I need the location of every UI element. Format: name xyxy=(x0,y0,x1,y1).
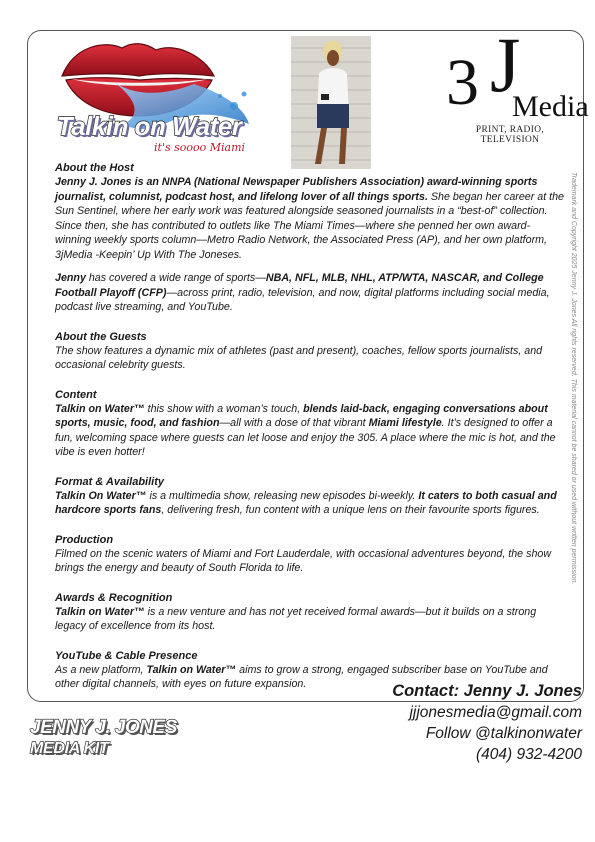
body-text: aims to grow a strong, engaged subscriber base on YouTube and other digital channels, with eyes on future expansion. xyxy=(55,663,548,690)
contact-email[interactable]: jjjonesmedia@gmail.com xyxy=(409,704,582,721)
body-text: —all with a dose of that vibrant xyxy=(219,417,369,429)
section-title: About the Host xyxy=(55,162,134,174)
brand-subtitle: PRINT, RADIO, TELEVISION xyxy=(475,125,545,145)
body-text: has covered a wide range of sports— xyxy=(85,272,266,284)
section xyxy=(55,591,565,634)
brand-letter: J xyxy=(490,21,521,108)
brand-numeral: 3 xyxy=(446,46,479,119)
section xyxy=(55,388,565,460)
body-text: As a new platform, xyxy=(55,663,147,676)
emphasis-text: Talkin On Water™ xyxy=(55,489,147,502)
media-kit-body xyxy=(55,161,565,707)
body-text: Filmed on the scenic waters of Miami and Fort Lauderdale, with occasional adventures beyond, the show brings the energy and beauty of South Florida to life. xyxy=(55,547,552,574)
brand-logo xyxy=(444,21,589,123)
emphasis-text: Talkin on Water™ xyxy=(146,663,237,676)
contact-name: Contact: Jenny J. Jones xyxy=(392,682,582,700)
media-kit-badge xyxy=(30,717,177,758)
logo-title: Talkin on Water xyxy=(56,111,242,141)
section xyxy=(55,330,565,373)
emphasis-text: blends laid-back, engaging conversations about sports, music, food, and fashion xyxy=(55,402,548,429)
emphasis-text: It caters to both casual and hardcore sports fans xyxy=(55,489,557,516)
section xyxy=(55,475,565,518)
emphasis-text: Jenny xyxy=(55,272,86,284)
body-text: —across print, radio, television, and now, digital platforms including social media, podcast live streaming, and YouTube. xyxy=(55,286,550,313)
emphasis-text: NBA, NFL, MLB, NHL, ATP/WTA, NASCAR, and College Football Playoff (CFP) xyxy=(55,272,544,299)
brand-word: Media xyxy=(512,90,589,123)
section-title: Content xyxy=(55,388,97,401)
emphasis-text: Jenny J. Jones is an NNPA (National Newspaper Publishers Association) award-winning sports journalist, columnist, podcast host, and lifelong lover of all things sports. xyxy=(55,176,538,203)
body-text: The show features a dynamic mix of athletes (past and present), coaches, fellow sports journalists, and occasional celebrity guests. xyxy=(55,344,543,371)
body-text: . It’s designed to offer a fun, welcoming space where guests can let loose and enjoy the 305. A place where the mic is hot, and the vibe is even hotter! xyxy=(55,417,556,458)
section-title: YouTube & Cable Presence xyxy=(55,649,198,662)
logo-tagline: it's soooo Miami xyxy=(154,141,246,154)
copyright-notice: Trademark and Copyright 2025 Jenny J. Jones All rights reserved. This material cannot be shared or used without written permission. xyxy=(570,172,577,585)
contact-block xyxy=(392,680,582,765)
body-text: is a multimedia show, releasing new episodes bi-weekly. xyxy=(146,489,419,502)
section-paragraph xyxy=(55,547,565,576)
section-title: Awards & Recognition xyxy=(55,591,173,604)
body-text: is a new venture and has not yet received formal awards—but it builds on a strong legacy of excellence from its host. xyxy=(55,605,537,632)
emphasis-text: Miami lifestyle xyxy=(368,417,442,429)
talkin-on-water-logo xyxy=(44,36,254,161)
section-title: Format & Availability xyxy=(55,475,165,488)
section-paragraph xyxy=(55,605,565,634)
emphasis-text: Talkin on Water™ xyxy=(55,402,145,415)
body-text: this show with a woman’s touch, xyxy=(144,402,304,415)
section xyxy=(55,533,565,576)
section-title: Production xyxy=(55,533,114,546)
body-text: , delivering fresh, fun content with a unique lens on their favourite sports figures. xyxy=(161,504,540,516)
contact-phone[interactable]: (404) 932-4200 xyxy=(476,746,582,763)
section-paragraph xyxy=(55,489,565,518)
section-paragraph xyxy=(55,175,565,262)
body-text: She began her career at the Sun Sentinel, where her early work was featured alongside seasoned journalists in a “best-of” collection. Since then, she has contributed to outlets like The Miami Times—where she penned her own award-winning weekly sports column—Metro Radio Network, the Associated Press (AP), and her own platform, 3jMedia -Keepin’ Up With The Joneses. xyxy=(55,190,564,261)
kit-label: MEDIA KIT xyxy=(30,740,109,757)
section xyxy=(55,161,565,315)
emphasis-text: Talkin on Water™ xyxy=(55,605,145,618)
host-photo xyxy=(291,36,371,169)
section-paragraph xyxy=(55,402,565,460)
kit-name: JENNY J. JONES xyxy=(30,717,177,738)
section-title: About the Guests xyxy=(55,330,147,343)
section-paragraph xyxy=(55,271,565,315)
contact-social[interactable]: Follow @talkinonwater xyxy=(425,725,582,742)
section-paragraph xyxy=(55,344,565,373)
